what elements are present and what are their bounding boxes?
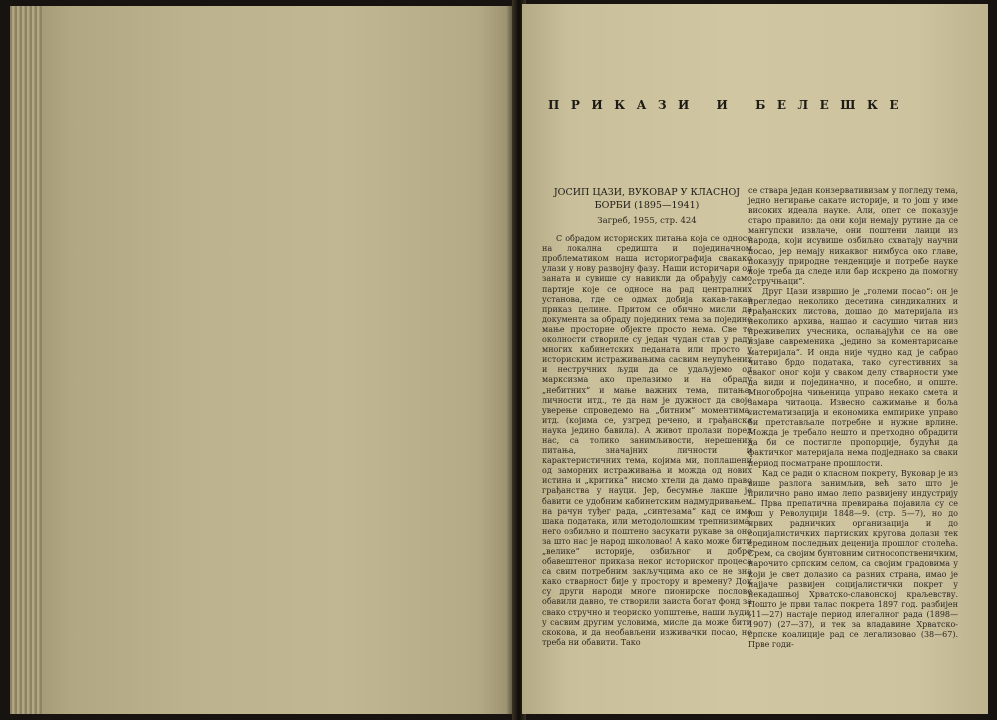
- paragraph: се ствара један конзервативизам у погледу тема, једно негирање сакате историје, и то још у име високих идеала науке. Али, опет се показује старо правило: да они који немају рутине да се мангупски извлаче, они поштени лаици из народа, који исувише озбиљно схватају научни посао, јер немају никаквог нимбуса око главе, показују природне тенденције и потребе науке које треба да следе или бар искрено да помогну „стручњаци“.: [748, 186, 958, 286]
- text-column-left: [542, 186, 752, 648]
- paragraph: С обрадом историских питања која се односе на локална средишта и појединачном проблематиком наша историографија свакако улази у нову развојну фазу. Наши историчари од заната и сувише су навикли да обрађују само партије које се односе на рад централних установа, где се одмах добија какав-такав приказ целине. Притом се обично мисли да документа за обраду појединих тема за поједине мање просторне објекте просто нема. Све те околности створиле су један чудан став у раду многих кабинетских педаната или просто у историским истраживањима сасвим неупућених и нестручних људи да се удаљујемо од марксизма ако прелазимо и на обраду „небитних“ и мање важних тема, питања, личности итд., те да нам је дужност да своје уверење спроведемо на „битним“ моментима, итд. (којима се, узгред речено, и грађанска наука једино бавила). А живот пролази поред нас, са толико занимљивости, нерешених питања, значајних личности и карактеристичних тема, којима ми, поплашени од заморних истраживања и можда од нових истина и „критика“ нисмо хтели да дамо право грађанства у науци. Јер, бесумње лакше је бавити се удобним кабинетским надмудривањем на рачун туђег рада, „синтезама“ кад се има шака података, или методолошким трепнизима, него озбиљно и поштено засукати рукаве за оно за што нас је народ школовао! А како може бити „велике“ историје, озбиљног и добро обавештеног приказа неког историског процеса са свим потребним закључцима ако се не зна како стварност бије у простору и времену? Док су други народи многе пионирске послове обавили давно, те створили заиста богат фонд за свако стручно и теориско уопштење, наши људи, у сасвим другим условима, мисле да може бити скокова, и да необављени изживачки посао, не треба ни обавити. Тако: [542, 234, 752, 647]
- article-heading: ЈОСИП ЦАЗИ, ВУКОВАР У КЛАСНОЈ БОРБИ (1895—1941): [553, 187, 741, 211]
- left-page-edges: [10, 6, 42, 714]
- left-page: [10, 6, 518, 714]
- paragraph: Друг Цази извршио је „големи посао“: он је прегледао неколико десетина синдикалних и грађанских листова, дошао до материјала из неколико архива, нашао и сасушио читав низ преживелих учесника, ослањајући се на ове изјаве савременика „једино за коментарисање материјала“. И онда није чудно кад је сабрао читаво брдо података, тако сугестивних за сваког оног који у сваком делу стварности уме да види и појединачно, и посебно, и опште. Многобројна чињеница управо некако смета и замара читаоца. Извесно сажимање и боља систематизација и економика емпирике управо би претстављале потребне и нужне врлине. Можда је требало нешто и претходно обрадити да би се постигле пропорције, будући да фактичког материјала нема подједнако за сваки период посматране прошлости.: [748, 286, 958, 468]
- paragraph: Кад се ради о класном покрету, Вуковар је из више разлога занимљив, већ зато што је прилично рано имао лепо развијену индустрију — Прва препатична превирања појавила су се још у Револуцији 1848—9. (стр. 5—7), но до првих радничких организација и до социјалистичких партиских кругова долази тек средином последњих деценија прошлог столећа. Срем, са својим бунтовним ситносопственичким, нарочито српским селом, са својим градовима у који је свет долазио са разних страна, имао је најјаче развијен социјалистички покрет у некадашњој Хрватско-славонској краљевству. Пошто је први талас покрета 1897 год. разбијен (11—27) настаје период илегалног рада (1898—1907) (27—37), и тек за владавине Хрватско-српске коалиције рад се легализовао (38—67). Прве годи-: [748, 468, 958, 650]
- section-title: ПРИКАЗИ И БЕЛЕШКЕ: [548, 98, 911, 112]
- article-publication: Загреб, 1955, стр. 424: [597, 216, 697, 226]
- text-column-right: [748, 186, 958, 650]
- right-page: [522, 4, 988, 714]
